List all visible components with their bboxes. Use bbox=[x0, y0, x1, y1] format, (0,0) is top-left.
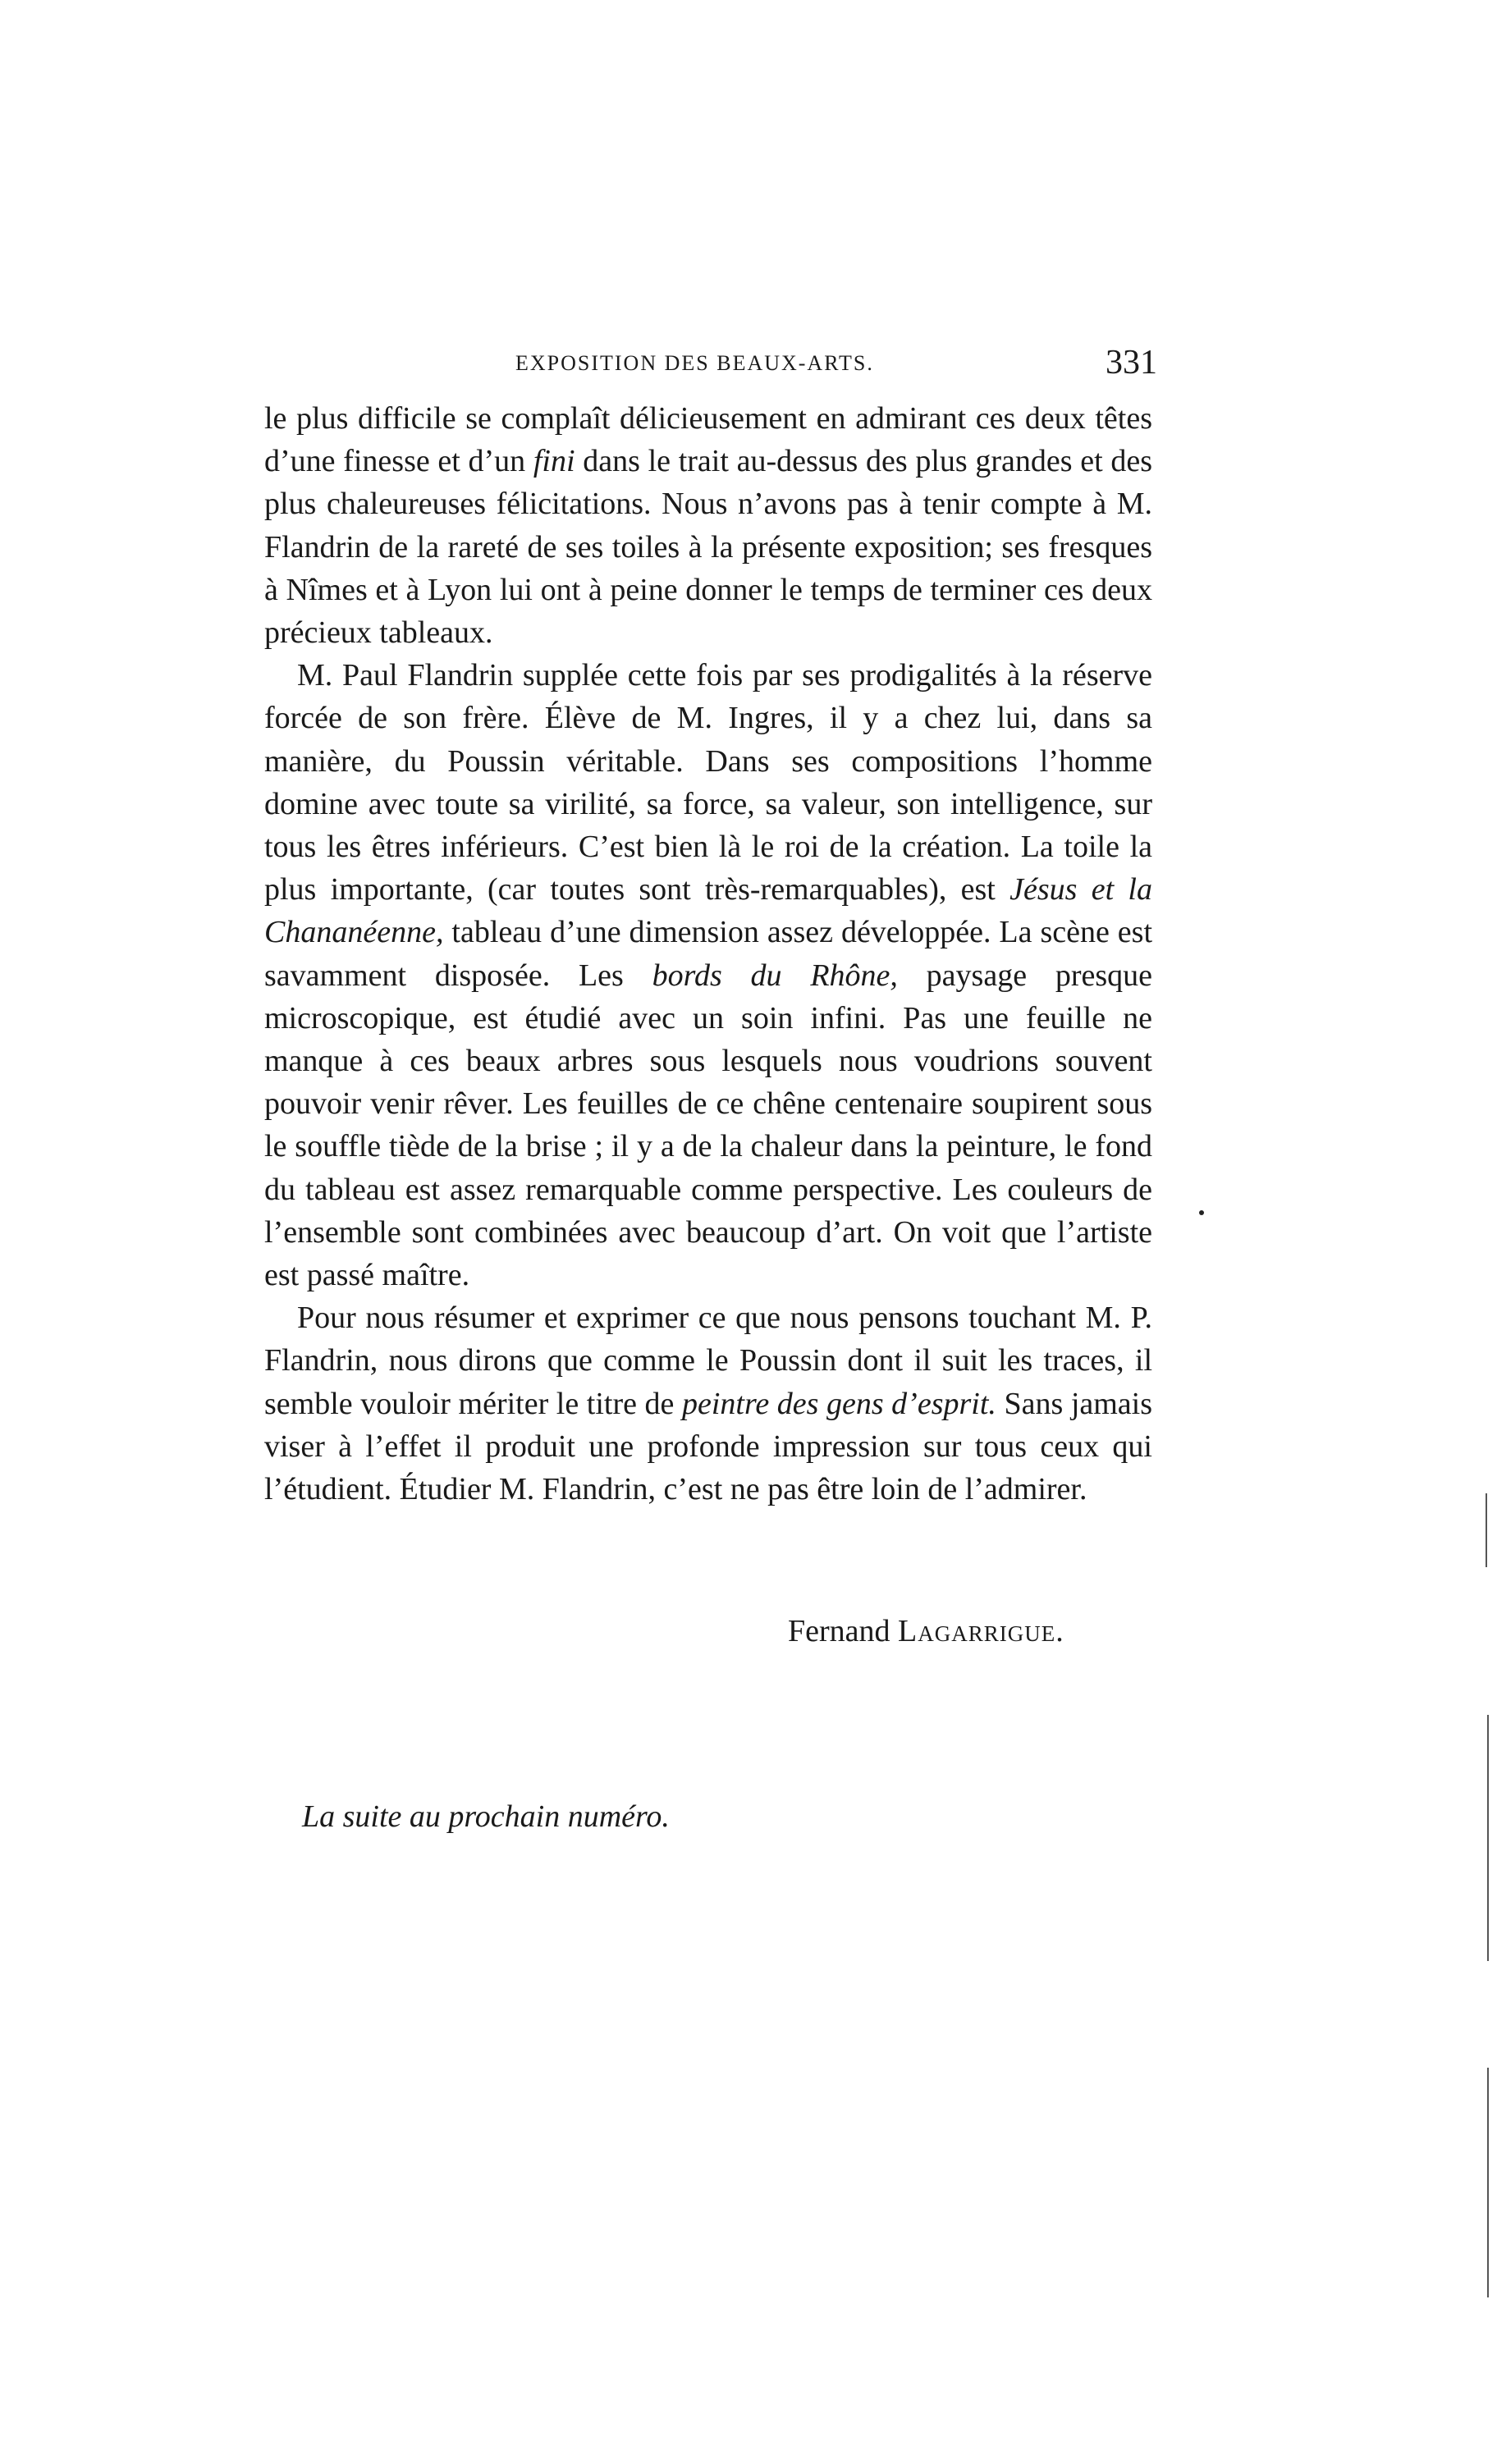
italic-phrase: Jésus et la Chananéenne, bbox=[264, 872, 1152, 950]
continued-note: La suite au prochain numéro. bbox=[302, 1799, 670, 1834]
author-last-name: Lagarrigue. bbox=[898, 1614, 1064, 1648]
italic-phrase: fini bbox=[533, 444, 575, 479]
scan-dot bbox=[1199, 1210, 1204, 1215]
author-first-name: Fernand bbox=[788, 1614, 890, 1648]
paragraph-1: le plus difficile se complaît délicieusement en admirant ces deux têtes d’une finesse et d’un fini dans le trait au-dessus des plus grandes et des plus chaleureuses félicitations. Nous n’avons pas à tenir compte à M. Flandrin de la rareté de ses toiles à la présente exposition; ses fresques à Nîmes et à Lyon lui ont à peine donner le temps de terminer ces deux précieux tableaux. bbox=[264, 401, 1153, 651]
scan-edge-mark bbox=[1487, 2068, 1489, 2297]
paragraph-2: M. Paul Flandrin supplée cette fois par ses prodigalités à la réserve forcée de son frère. Élève de M. Ingres, il y a chez lui, dans sa manière, du Poussin véritable. Dans ses compositions l’homme domine avec toute sa virilité, sa force, sa valeur, son intelligence, sur tous les êtres inférieurs. C’est bien là le roi de la création. La toile la plus importante, (car toutes sont très-remarquables), est Jésus et la Chananéenne, tableau d’une dimension assez développée. La scène est savamment disposée. Les bords du Rhône, paysage presque microscopique, est étudié avec un soin infini. Pas une feuille ne manque à ces beaux arbres sous lesquels nous voudrions souvent pouvoir venir rêver. Les feuilles de ce chêne centenaire soupirent sous le souffle tiède de la brise ; il y a de la chaleur dans la peinture, le fond du tableau est assez remarquable comme perspective. Les couleurs de l’ensemble sont combinées avec beaucoup d’art. On voit que l’artiste est passé maître. bbox=[264, 658, 1153, 1293]
paragraph-3: Pour nous résumer et exprimer ce que nous pensons touchant M. P. Flandrin, nous dirons que comme le Poussin dont il suit les traces, il semble vouloir mériter le titre de peintre des gens d’esprit. Sans jamais viser à l’effet il produit une profonde impression sur tous ceux qui l’étudient. Étudier M. Flandrin, c’est ne pas être loin de l’admirer. bbox=[264, 1301, 1153, 1507]
author-signature bbox=[788, 1610, 1064, 1653]
running-head bbox=[263, 343, 1157, 384]
italic-phrase: bords du Rhône, bbox=[652, 958, 898, 993]
scan-edge-mark bbox=[1487, 1715, 1489, 1961]
body-text bbox=[264, 397, 1152, 1511]
scan-edge-mark bbox=[1486, 1493, 1487, 1567]
italic-phrase: peintre des gens d’esprit. bbox=[681, 1386, 996, 1421]
page-number: 331 bbox=[1106, 344, 1157, 382]
running-title: EXPOSITION DES BEAUX-ARTS. bbox=[515, 351, 874, 375]
